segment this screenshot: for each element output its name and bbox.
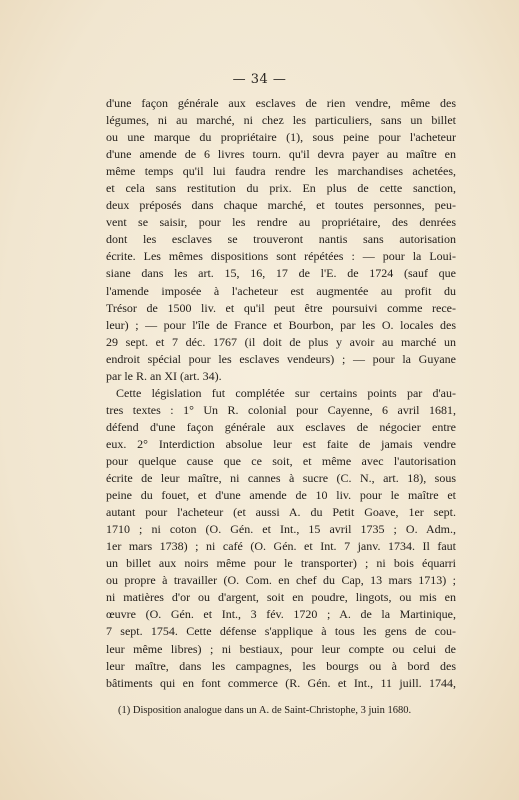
- text-line: ou propre à travailler (O. Com. en chef du Cap, 13 mars 1713) ;: [106, 573, 456, 588]
- text-line: leur maître, dans les campagnes, les bourgs ou à bord des: [106, 658, 456, 673]
- text-line: et cela sans restitution du prix. En plus de cette sanction,: [106, 181, 456, 196]
- text-line: tres textes : 1° Un R. colonial pour Cayenne, 6 avril 1681,: [106, 402, 456, 417]
- text-line: d'une façon générale aux esclaves de rien vendre, même des: [106, 96, 456, 110]
- text-line: écrite. Les mêmes dispositions sont répétées : — pour la Loui-: [106, 249, 456, 264]
- text-line: l'amende imposée à l'acheteur est augmentée au profit du: [106, 283, 456, 298]
- text-line: 1er mars 1738) ; ni café (O. Gén. et Int. 7 janv. 1734. Il faut: [106, 539, 456, 554]
- text-line: vent se saisir, pour les rendre au propriétaire, des denrées: [106, 215, 456, 230]
- text-line: un billet aux noirs même pour le transporter) ; ni bois équarri: [106, 556, 456, 571]
- text-line: par le R. an XI (art. 34).: [106, 368, 222, 383]
- text-line: siane dans les art. 15, 16, 17 de l'E. de 1724 (sauf que: [106, 266, 456, 281]
- text-line: peine du fouet, et d'une amende de 10 liv. pour le maître et: [106, 488, 456, 503]
- text-line: endroit spécial pour les esclaves vendeurs) ; — pour la Guyane: [106, 351, 456, 366]
- text-line: ni matières d'or ou d'argent, soit en poudre, lingots, ou mis en: [106, 590, 456, 605]
- text-line: autant pour l'acheteur (et aussi A. du Petit Goave, 1er sept.: [106, 505, 456, 520]
- text-line: 1710 ; ni coton (O. Gén. et Int., 15 avril 1735 ; O. Adm.,: [106, 522, 456, 537]
- text-line: pour quelque cause que ce soit, et même avec l'autorisation: [106, 453, 456, 468]
- text-line: bâtiments qui en font commerce (R. Gén. et Int., 11 juill. 1744,: [106, 675, 456, 690]
- text-line: eux. 2° Interdiction absolue leur est faite de jamais vendre: [106, 436, 456, 451]
- text-line: 7 sept. 1754. Cette défense s'applique à tous les gens de cou-: [106, 624, 456, 639]
- text-line: leur même libres) ; ni bestiaux, pour leur compte ou celui de: [106, 641, 456, 656]
- text-line: écrite de leur maître, ni cannes à sucre (C. N., art. 18), sous: [106, 471, 456, 486]
- text-line: deux préposés dans chaque marché, et toutes personnes, peu-: [106, 198, 456, 213]
- text-line: dont les esclaves se trouveront nantis sans autorisation: [106, 232, 456, 247]
- text-line: d'une amende de 6 livres tourn. qu'il devra payer au maître en: [106, 147, 456, 162]
- text-line: même temps qu'il lui faudra rendre les marchandises achetées,: [106, 164, 456, 179]
- text-line: ou une marque du propriétaire (1), sous peine pour l'acheteur: [106, 130, 456, 145]
- page-number: — 34 —: [232, 72, 287, 87]
- text-line: 29 sept. et 7 déc. 1767 (il doit de plus y avoir au marché un: [106, 334, 456, 349]
- text-line: Trésor de 1500 liv. et qu'il peut être poursuivi comme rece-: [106, 300, 456, 315]
- footnote: (1) Disposition analogue dans un A. de Saint-Christophe, 3 juin 1680.: [118, 705, 412, 716]
- paragraph-start-line: Cette législation fut complétée sur certains points par d'au-: [116, 385, 456, 400]
- text-line: défend d'une façon générale aux esclaves de négocier entre: [106, 419, 456, 434]
- body-text: [106, 95, 456, 692]
- text-line: légumes, ni au marché, ni chez les particuliers, sans un billet: [106, 113, 456, 128]
- text-line: leur) ; — pour l'île de France et Bourbon, par les O. locales des: [106, 317, 456, 332]
- text-line: œuvre (O. Gén. et Int., 3 fév. 1720 ; A. de la Martinique,: [106, 607, 456, 622]
